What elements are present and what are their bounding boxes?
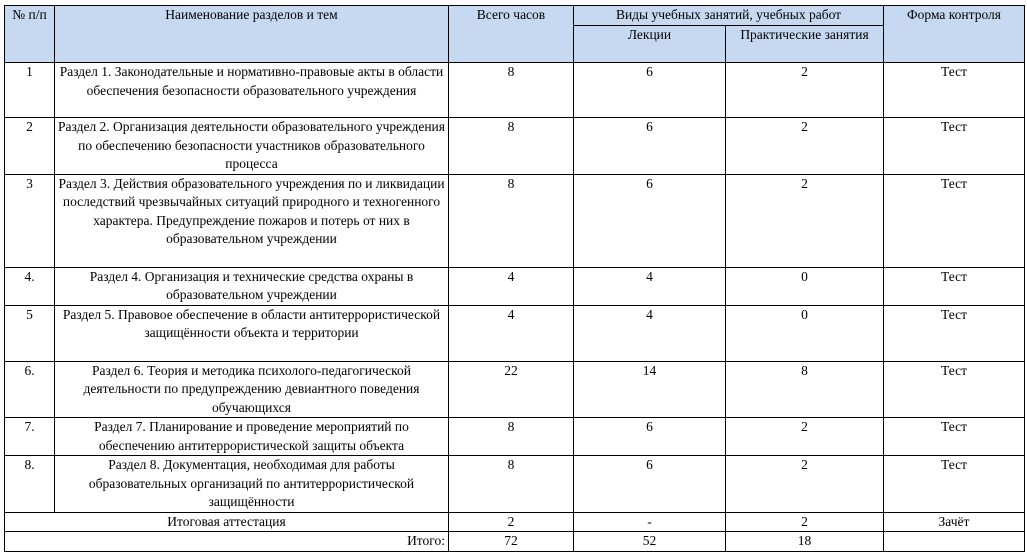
row-lectures: 14 [574, 361, 726, 418]
header-practice: Практические занятия [726, 25, 884, 62]
row-lectures: 4 [574, 305, 726, 361]
summary-row [5, 532, 1025, 552]
row-control: Тест [884, 118, 1025, 175]
row-name: Раздел 2. Организация деятельности образовательного учреждения по обеспечению безопасности участников образовательного процесса [55, 118, 449, 175]
row-practice: 2 [726, 118, 884, 175]
row-practice: 2 [726, 63, 884, 118]
row-control: Тест [884, 418, 1025, 456]
row-control: Тест [884, 63, 1025, 118]
row-lectures: 6 [574, 174, 726, 267]
row-name: Раздел 7. Планирование и проведение мероприятий по обеспечению антитеррористической защиты объекта [55, 418, 449, 456]
summary-control [884, 532, 1025, 552]
final-row [5, 512, 1025, 532]
row-lectures: 4 [574, 267, 726, 305]
row-lectures: 6 [574, 63, 726, 118]
row-control: Тест [884, 174, 1025, 267]
row-name: Раздел 6. Теория и методика психолого-педагогической деятельности по предупреждению девиантного поведения обучающихся [55, 361, 449, 418]
row-name: Раздел 1. Законодательные и нормативно-правовые акты в области обеспечения безопасности образовательного учреждения [55, 63, 449, 118]
row-lectures: 6 [574, 418, 726, 456]
header-name: Наименование разделов и тем [55, 6, 449, 63]
header-types: Виды учебных занятий, учебных работ [574, 6, 884, 26]
table-row [5, 361, 1025, 418]
row-control: Тест [884, 267, 1025, 305]
row-total: 4 [449, 305, 574, 361]
table-row [5, 63, 1025, 118]
table-row [5, 456, 1025, 513]
row-control: Тест [884, 456, 1025, 513]
row-lectures: 6 [574, 456, 726, 513]
summary-label: Итого: [5, 532, 449, 552]
header-total: Всего часов [449, 6, 574, 63]
row-total: 8 [449, 63, 574, 118]
row-total: 8 [449, 418, 574, 456]
row-num: 4. [5, 267, 55, 305]
row-practice: 2 [726, 456, 884, 513]
row-total: 22 [449, 361, 574, 418]
row-practice: 0 [726, 305, 884, 361]
table-header [5, 6, 1025, 63]
row-practice: 2 [726, 174, 884, 267]
table-row [5, 267, 1025, 305]
row-num: 2 [5, 118, 55, 175]
summary-lectures: 52 [574, 532, 726, 552]
row-name: Раздел 3. Действия образовательного учреждения по и ликвидации последствий чрезвычайных ситуаций природного и техногенного характера. Предупреждение пожаров и потерь от них в образовательном учреждении [55, 174, 449, 267]
header-lectures: Лекции [574, 25, 726, 62]
row-practice: 0 [726, 267, 884, 305]
table-body [5, 63, 1025, 552]
table-row [5, 418, 1025, 456]
row-num: 7. [5, 418, 55, 456]
row-total: 8 [449, 456, 574, 513]
table-row [5, 174, 1025, 267]
final-practice: 2 [726, 512, 884, 532]
row-num: 1 [5, 63, 55, 118]
row-num: 8. [5, 456, 55, 513]
row-name: Раздел 4. Организация и технические средства охраны в образовательном учреждении [55, 267, 449, 305]
row-total: 8 [449, 118, 574, 175]
curriculum-table [4, 5, 1025, 552]
row-practice: 8 [726, 361, 884, 418]
row-num: 3 [5, 174, 55, 267]
row-practice: 2 [726, 418, 884, 456]
final-lectures: - [574, 512, 726, 532]
final-total: 2 [449, 512, 574, 532]
row-control: Тест [884, 361, 1025, 418]
row-lectures: 6 [574, 118, 726, 175]
row-num: 6. [5, 361, 55, 418]
final-control: Зачёт [884, 512, 1025, 532]
row-name: Раздел 8. Документация, необходимая для работы образовательных организаций по антитеррористической защищённости [55, 456, 449, 513]
final-label: Итоговая аттестация [5, 512, 449, 532]
row-control: Тест [884, 305, 1025, 361]
row-name: Раздел 5. Правовое обеспечение в области антитеррористической защищённости объекта и территории [55, 305, 449, 361]
row-total: 8 [449, 174, 574, 267]
row-total: 4 [449, 267, 574, 305]
summary-total: 72 [449, 532, 574, 552]
table-row [5, 305, 1025, 361]
row-num: 5 [5, 305, 55, 361]
table-row [5, 118, 1025, 175]
curriculum-table-wrapper [4, 5, 1025, 552]
header-num: № п/п [5, 6, 55, 63]
summary-practice: 18 [726, 532, 884, 552]
header-control: Форма контроля [884, 6, 1025, 63]
